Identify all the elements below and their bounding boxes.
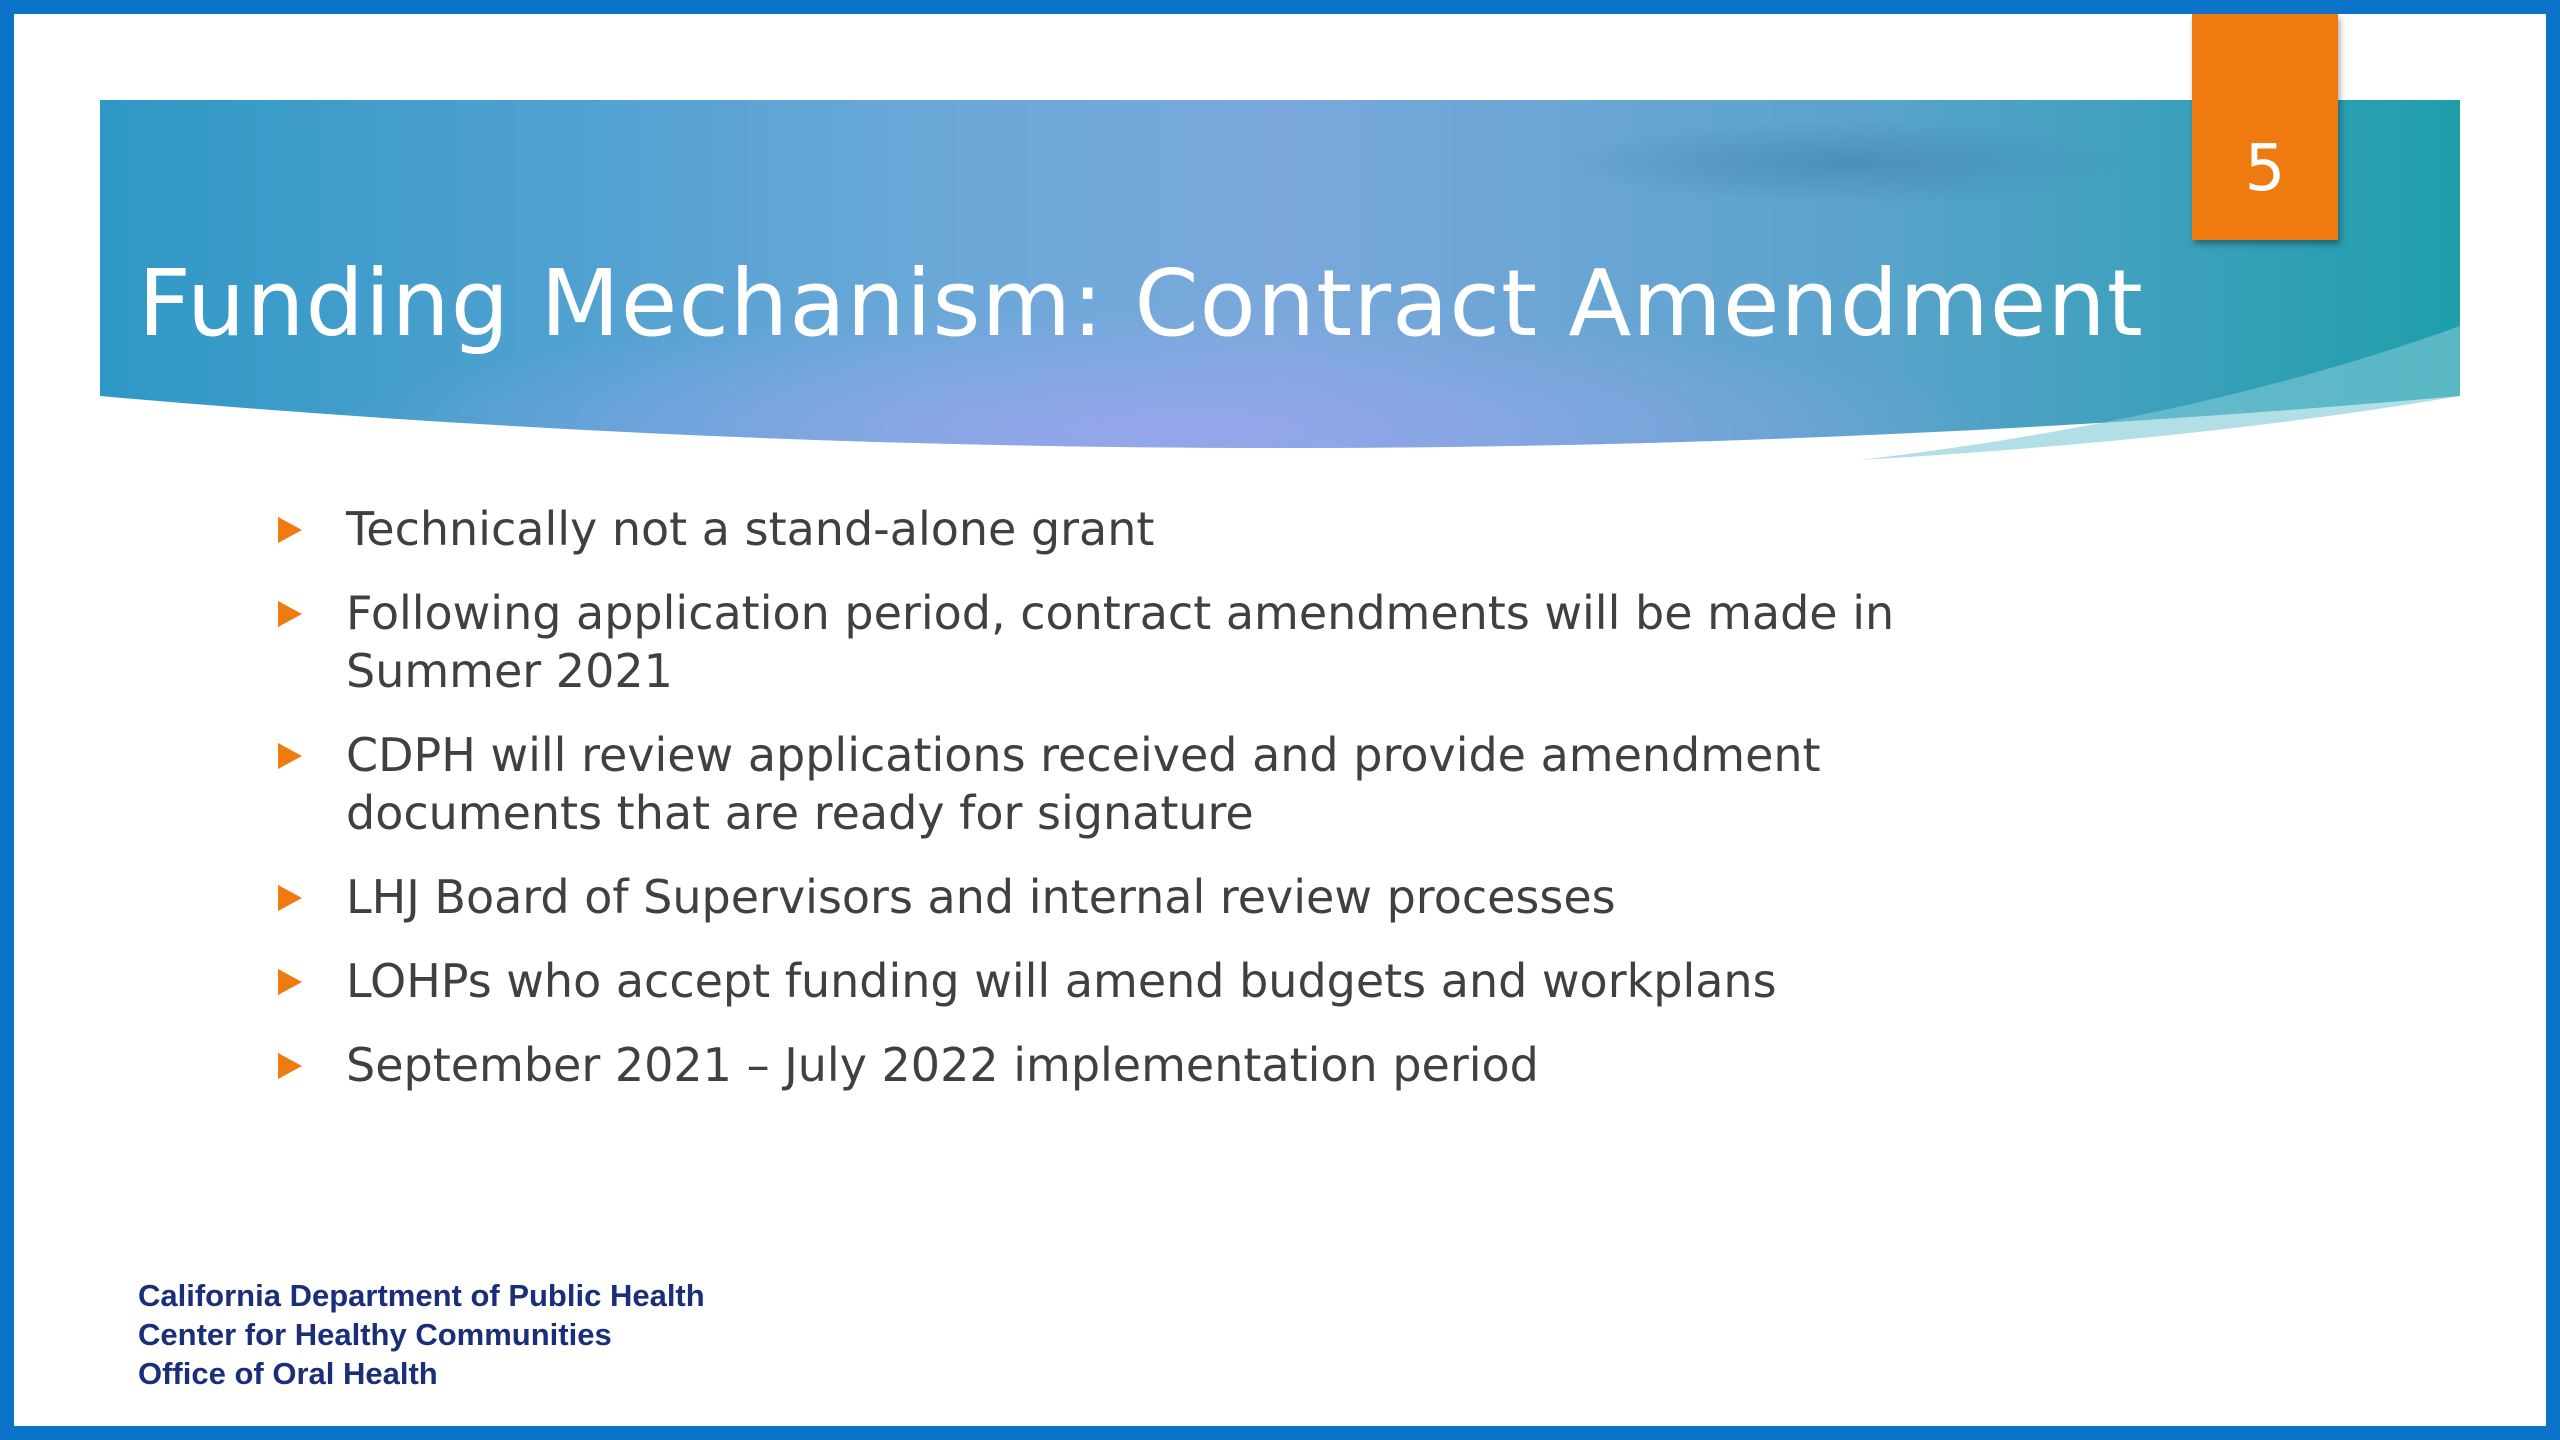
bullet-item — [264, 584, 2064, 700]
footer-organization — [138, 1276, 705, 1393]
bullet-item — [264, 500, 2064, 558]
triangle-right-icon — [278, 517, 302, 543]
footer-line-office: Office of Oral Health — [138, 1356, 438, 1391]
slide-number: 5 — [2244, 132, 2286, 206]
triangle-right-icon — [278, 885, 302, 911]
bullet-text: Technically not a stand-alone grant — [346, 502, 1155, 556]
triangle-right-icon — [278, 969, 302, 995]
slide-number-badge — [2192, 14, 2338, 240]
bullet-list — [264, 500, 2064, 1120]
bullet-text: LOHPs who accept funding will amend budgets and workplans — [346, 954, 1777, 1008]
bullet-text: Following application period, contract amendments will be made in Summer 2021 — [346, 586, 1895, 698]
footer-line-department: California Department of Public Health — [138, 1278, 705, 1313]
bullet-item — [264, 868, 2064, 926]
bullet-text: LHJ Board of Supervisors and internal review processes — [346, 870, 1616, 924]
triangle-right-icon — [278, 1053, 302, 1079]
footer-line-center: Center for Healthy Communities — [138, 1317, 612, 1352]
bullet-item — [264, 1036, 2064, 1094]
bullet-item — [264, 726, 2064, 842]
bullet-text: CDPH will review applications received and provide amendment documents that are ready for signature — [346, 728, 1821, 840]
bullet-text: September 2021 – July 2022 implementation period — [346, 1038, 1539, 1092]
slide-title: Funding Mechanism: Contract Amendment — [138, 250, 2144, 357]
triangle-right-icon — [278, 743, 302, 769]
triangle-right-icon — [278, 601, 302, 627]
bullet-item — [264, 952, 2064, 1010]
